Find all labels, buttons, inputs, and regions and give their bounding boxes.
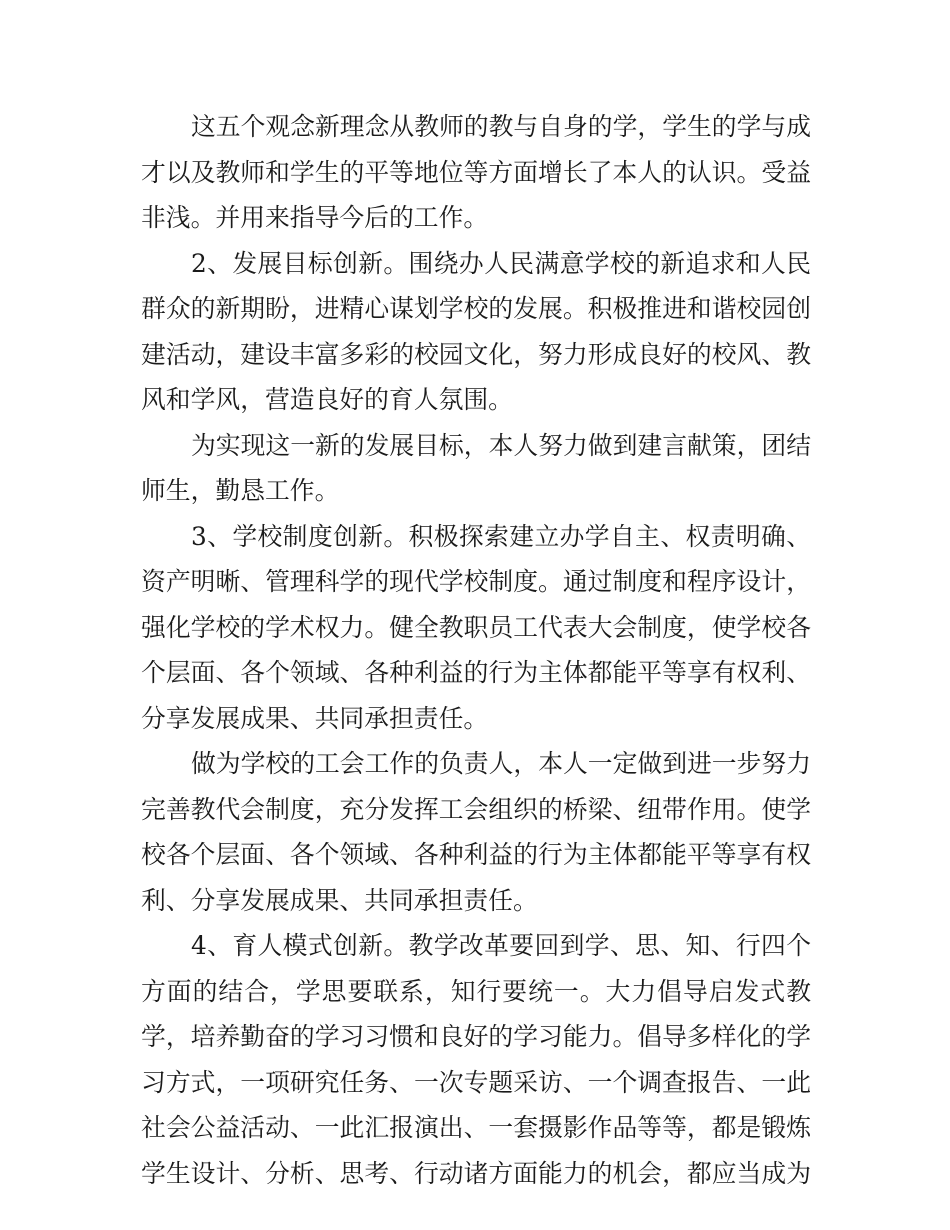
text-line: 方面的结合，学思要联系，知行要统一。大力倡导启发式教: [141, 976, 811, 1006]
text-line: 做为学校的工会工作的负责人，本人一定做到进一步努力: [191, 749, 811, 778]
text-line: 校各个层面、各个领域、各种利益的行为主体都能平等享有权: [141, 840, 811, 869]
text-line: 完善教代会制度，充分发挥工会组织的桥梁、纽带作用。使学: [141, 794, 811, 824]
text-line: 个层面、各个领域、各种利益的行为主体都能平等享有权利、: [141, 658, 811, 687]
text-line: 4、育人模式创新。教学改革要回到学、思、知、行四个: [191, 931, 811, 960]
text-line: 强化学校的学术权力。健全教职员工代表大会制度，使学校各: [141, 612, 811, 642]
text-line: 为实现这一新的发展目标，本人努力做到建言献策，团结: [191, 430, 811, 460]
text-line: 这五个观念新理念从教师的教与自身的学，学生的学与成: [191, 112, 811, 141]
text-line: 资产明晰、管理科学的现代学校制度。通过制度和程序设计，: [141, 567, 811, 596]
text-line: 利、分享发展成果、共同承担责任。: [141, 885, 538, 915]
text-line: 师生，勤恳工作。: [141, 476, 340, 505]
text-line: 风和学风，营造良好的育人氛围。: [141, 385, 513, 414]
text-line: 3、学校制度创新。积极探索建立办学自主、权责明确、: [191, 521, 811, 551]
text-line: 建活动，建设丰富多彩的校园文化，努力形成良好的校风、教: [141, 339, 811, 369]
text-line: 分享发展成果、共同承担责任。: [141, 703, 489, 733]
document-body: [141, 104, 811, 1196]
text-line: 群众的新期盼，进精心谋划学校的发展。积极推进和谐校园创: [141, 294, 811, 323]
text-line: 非浅。并用来指导今后的工作。: [141, 203, 489, 232]
text-line: 习方式，一项研究任务、一次专题采访、一个调查报告、一此: [141, 1067, 811, 1097]
text-line: 2、发展目标创新。围绕办人民满意学校的新追求和人民: [191, 248, 811, 278]
text-line: 学生设计、分析、思考、行动诸方面能力的机会，都应当成为: [141, 1158, 811, 1188]
text-line: 学，培养勤奋的学习习惯和良好的学习能力。倡导多样化的学: [141, 1022, 811, 1051]
text-line: 社会公益活动、一此汇报演出、一套摄影作品等等，都是锻炼: [141, 1113, 811, 1142]
text-line: 才以及教师和学生的平等地位等方面增长了本人的认识。受益: [141, 157, 811, 187]
